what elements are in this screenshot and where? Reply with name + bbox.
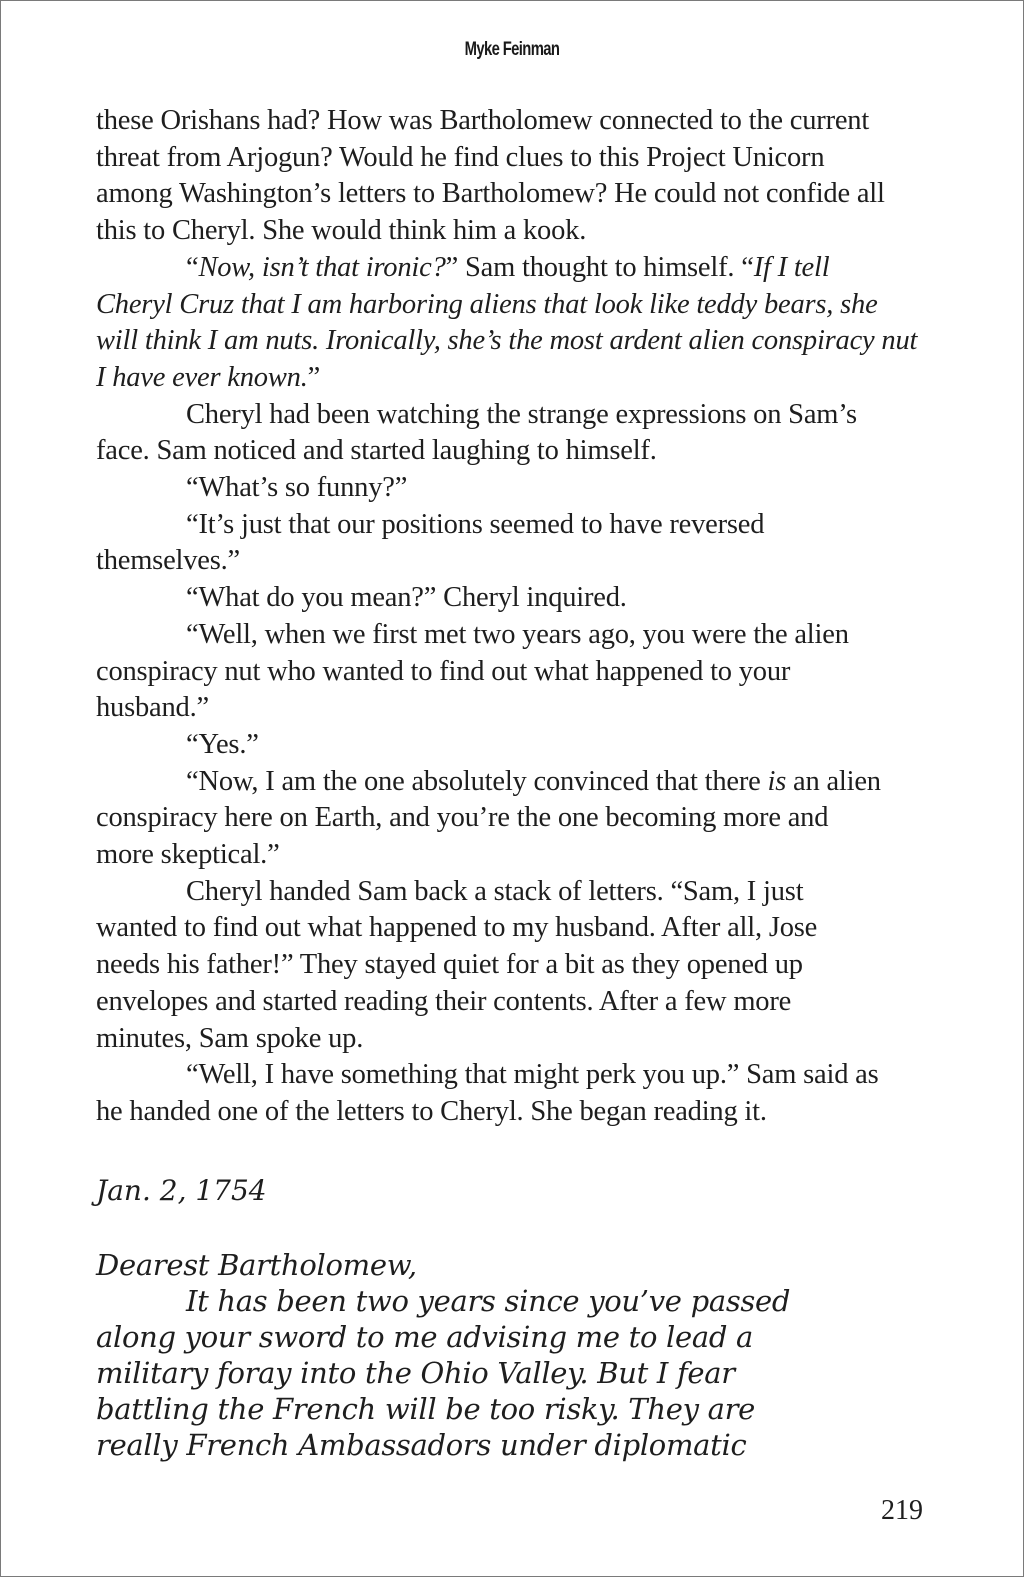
text-line: “Well, when we first met two years ago, you were the alien: [186, 618, 849, 650]
body-text: [96, 103, 946, 1131]
letter-line: battling the French will be too risky. They are: [96, 1392, 756, 1426]
text-line: minutes, Sam spoke up.: [96, 1022, 364, 1054]
text-line: themselves.”: [96, 545, 241, 577]
text-line: more skeptical.”: [96, 839, 280, 871]
text-line: envelopes and started reading their contents. After a few more: [96, 985, 792, 1017]
letter-line: military foray into the Ohio Valley. But I fear: [96, 1356, 735, 1390]
text-line: “It’s just that our positions seemed to have reversed: [186, 508, 765, 540]
italic-thought: Now, isn’t that ironic?: [198, 251, 446, 283]
text-line: threat from Arjogun? Would he find clues to this Project Unicorn: [96, 141, 825, 173]
running-header: Myke Feinman: [464, 39, 560, 60]
text-line: conspiracy here on Earth, and you’re the one becoming more and: [96, 802, 829, 834]
paragraph-8: [96, 727, 946, 764]
quote-mark: “: [186, 251, 199, 283]
text-line: [96, 764, 946, 801]
text-run: “Now, I am the one absolutely convinced that there: [186, 765, 768, 797]
text-line: among Washington’s letters to Bartholomew? He could not confide all: [96, 178, 885, 210]
paragraph-10: [96, 874, 946, 1058]
letter-date: Jan. 2, 1754: [96, 1174, 267, 1207]
text-line: needs his father!” They stayed quiet for a bit as they opened up: [96, 949, 803, 981]
italic-thought: If I tell: [753, 251, 830, 283]
text-line: “Well, I have something that might perk you up.” Sam said as: [186, 1059, 879, 1091]
text-line: will think I am nuts. Ironically, she’s the most ardent alien conspiracy nut: [96, 325, 918, 357]
text-line: [96, 360, 946, 397]
narration: ” Sam thought to himself. “: [445, 251, 754, 283]
text-line: Cheryl Cruz that I am harboring aliens that look like teddy bears, she: [96, 288, 878, 320]
paragraph-7: [96, 617, 946, 727]
letter-line: along your sword to me advising me to lead a: [96, 1320, 754, 1354]
text-line: wanted to find out what happened to my husband. After all, Jose: [96, 912, 818, 944]
paragraph-9: [96, 764, 946, 874]
quote-mark: ”: [307, 361, 321, 393]
text-line: [96, 250, 946, 287]
text-line: “What’s so funny?”: [186, 472, 408, 504]
letter-line: really French Ambassadors under diplomatic: [96, 1428, 747, 1462]
text-line: he handed one of the letters to Cheryl. She began reading it.: [96, 1095, 767, 1127]
paragraph-3: [96, 397, 946, 470]
text-line: “Yes.”: [186, 728, 259, 760]
text-run: an alien: [786, 765, 881, 797]
text-line: Cheryl had been watching the strange expressions on Sam’s: [186, 398, 857, 430]
letter-body: [96, 1247, 946, 1463]
paragraph-11: [96, 1057, 946, 1130]
text-line: conspiracy nut who wanted to find out what happened to your: [96, 655, 791, 687]
paragraph-5: [96, 507, 946, 580]
letter-line: It has been two years since you’ve passed: [186, 1284, 791, 1318]
text-line: these Orishans had? How was Bartholomew connected to the current: [96, 105, 870, 136]
emphasis: is: [767, 765, 787, 797]
page-number: 219: [881, 1495, 923, 1526]
italic-thought: I have ever known.: [96, 361, 308, 393]
letter-salutation: Dearest Bartholomew,: [96, 1248, 417, 1282]
paragraph-4: [96, 470, 946, 507]
paragraph-6: [96, 580, 946, 617]
paragraph-1: [96, 103, 946, 250]
text-line: Cheryl handed Sam back a stack of letters. “Sam, I just: [186, 875, 804, 907]
text-line: “What do you mean?” Cheryl inquired.: [186, 582, 627, 614]
paragraph-2: [96, 250, 946, 397]
text-line: face. Sam noticed and started laughing to himself.: [96, 435, 657, 467]
text-line: husband.”: [96, 692, 209, 724]
text-line: this to Cheryl. She would think him a kook.: [96, 215, 587, 247]
